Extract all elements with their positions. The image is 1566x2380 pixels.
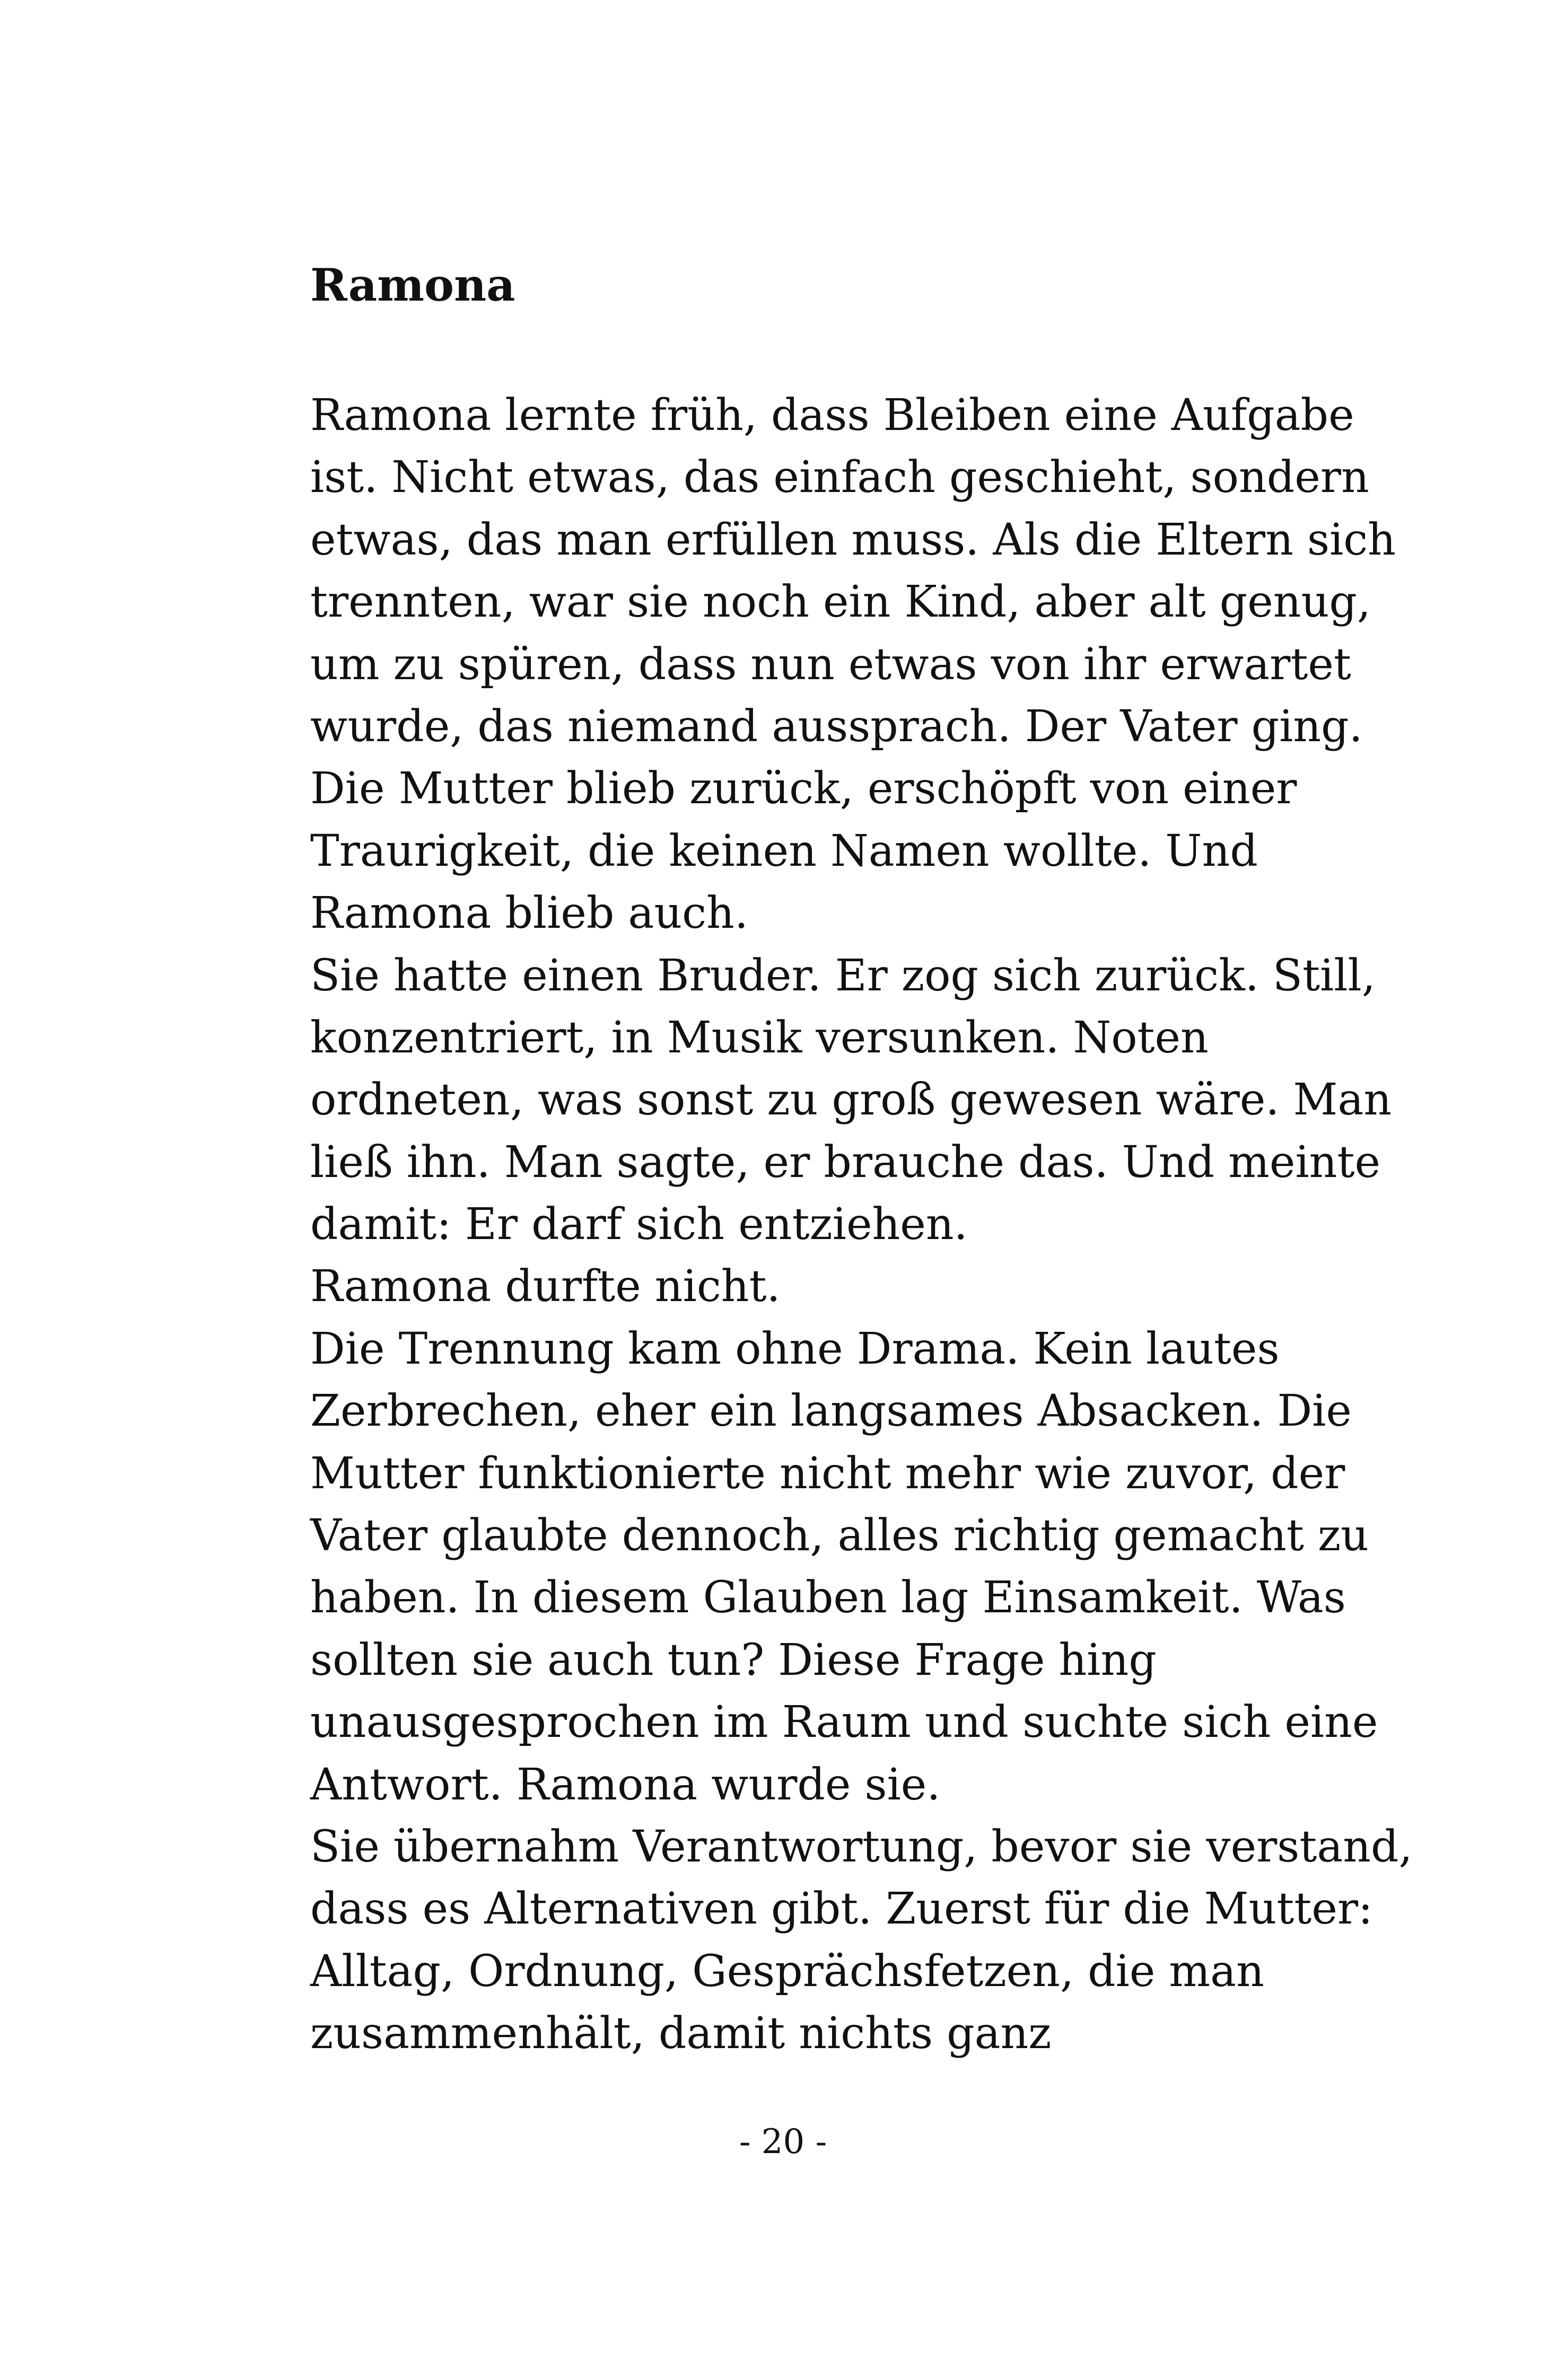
text-line: trennten, war sie noch ein Kind, aber alt genug, — [310, 577, 1371, 628]
text-line: dass es Alternativen gibt. Zuerst für die Mutter: — [310, 1884, 1373, 1935]
text-line: Antwort. Ramona wurde sie. — [310, 1759, 941, 1810]
text-line: konzentriert, in Musik versunken. Noten — [310, 1012, 1209, 1063]
text-line: Traurigkeit, die keinen Namen wollte. Und — [310, 825, 1258, 876]
text-line: zusammenhält, damit nichts ganz — [310, 2008, 1052, 2059]
text-line: Ramona durfte nicht. — [310, 1261, 781, 1312]
text-line: unausgesprochen im Raum und suchte sich eine — [310, 1697, 1378, 1748]
text-line: etwas, das man erfüllen muss. Als die Eltern sich — [310, 514, 1396, 565]
text-line: Die Trennung kam ohne Drama. Kein lautes — [310, 1323, 1280, 1374]
text-line: Sie hatte einen Bruder. Er zog sich zurück. Still, — [310, 950, 1376, 1001]
text-line: um zu spüren, dass nun etwas von ihr erwartet — [310, 639, 1351, 690]
text-line: Mutter funktionierte nicht mehr wie zuvor, der — [310, 1448, 1345, 1499]
text-line: haben. In diesem Glauben lag Einsamkeit. Was — [310, 1573, 1346, 1623]
text-line: Die Mutter blieb zurück, erschöpft von einer — [310, 763, 1297, 814]
body-text — [310, 384, 1413, 2065]
text-line: Zerbrechen, eher ein langsames Absacken. Die — [310, 1386, 1352, 1437]
page-number: - 20 - — [739, 2122, 827, 2162]
text-line: Sie übernahm Verantwortung, bevor sie verstand, — [310, 1821, 1413, 1872]
text-line: Alltag, Ordnung, Gesprächsfetzen, die man — [310, 1946, 1264, 1997]
chapter-title: Ramona — [310, 259, 515, 311]
text-line: ließ ihn. Man sagte, er brauche das. Und meinte — [310, 1137, 1380, 1188]
text-line: sollten sie auch tun? Diese Frage hing — [310, 1635, 1157, 1685]
text-line: ist. Nicht etwas, das einfach geschieht, sondern — [310, 452, 1369, 503]
text-line: Vater glaubte dennoch, alles richtig gemacht zu — [310, 1510, 1369, 1561]
text-line: Ramona lernte früh, dass Bleiben eine Aufgabe — [310, 390, 1354, 441]
text-line: wurde, das niemand aussprach. Der Vater ging. — [310, 701, 1363, 752]
text-line: ordneten, was sonst zu groß gewesen wäre. Man — [310, 1075, 1392, 1126]
text-line: Ramona blieb auch. — [310, 888, 748, 939]
text-line: damit: Er darf sich entziehen. — [310, 1199, 968, 1250]
